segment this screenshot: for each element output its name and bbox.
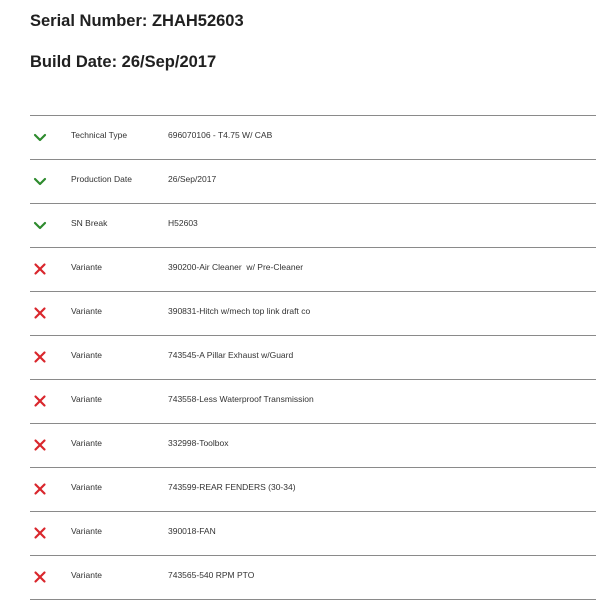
check-icon xyxy=(33,218,47,232)
row-label: Variante xyxy=(71,350,103,360)
check-icon xyxy=(33,130,47,144)
row-label: Technical Type xyxy=(71,130,128,140)
cross-icon xyxy=(33,350,47,364)
row-label: Variante xyxy=(71,262,103,272)
row-label: Variante xyxy=(71,438,103,448)
row-value: H52603 xyxy=(168,218,198,228)
row-label: Variante xyxy=(71,394,103,404)
cross-icon xyxy=(33,394,47,408)
table-row xyxy=(30,204,596,248)
row-label: Variante xyxy=(71,482,103,492)
row-value: 696070106 - T4.75 W/ CAB xyxy=(168,130,273,140)
cross-icon xyxy=(33,306,47,320)
table-row xyxy=(30,160,596,204)
serial-number-heading: Serial Number: ZHAH52603 xyxy=(30,12,244,30)
table-row xyxy=(30,116,596,160)
row-value: 743599-REAR FENDERS (30-34) xyxy=(168,482,296,492)
row-value: 332998-Toolbox xyxy=(168,438,229,448)
table-row xyxy=(30,292,596,336)
cross-icon xyxy=(33,482,47,496)
cross-icon xyxy=(33,262,47,276)
table-row xyxy=(30,336,596,380)
row-value: 743558-Less Waterproof Transmission xyxy=(168,394,314,404)
row-label: Variante xyxy=(71,306,103,316)
table-row xyxy=(30,380,596,424)
row-value: 26/Sep/2017 xyxy=(168,174,217,184)
cross-icon xyxy=(33,438,47,452)
cross-icon xyxy=(33,570,47,584)
row-label: Production Date xyxy=(71,174,132,184)
row-label: Variante xyxy=(71,570,103,580)
check-icon xyxy=(33,174,47,188)
table-row xyxy=(30,512,596,556)
row-label: SN Break xyxy=(71,218,108,228)
row-value: 390200-Air Cleaner w/ Pre-Cleaner xyxy=(168,262,304,272)
table-row xyxy=(30,556,596,600)
row-value: 390018-FAN xyxy=(168,526,216,536)
table-row xyxy=(30,468,596,512)
table-row xyxy=(30,248,596,292)
row-value: 390831-Hitch w/mech top link draft co xyxy=(168,306,311,316)
build-date-heading: Build Date: 26/Sep/2017 xyxy=(30,53,217,71)
spec-table xyxy=(30,115,596,600)
row-value: 743545-A Pillar Exhaust w/Guard xyxy=(168,350,294,360)
cross-icon xyxy=(33,526,47,540)
row-value: 743565-540 RPM PTO xyxy=(168,570,255,580)
row-label: Variante xyxy=(71,526,103,536)
table-row xyxy=(30,424,596,468)
